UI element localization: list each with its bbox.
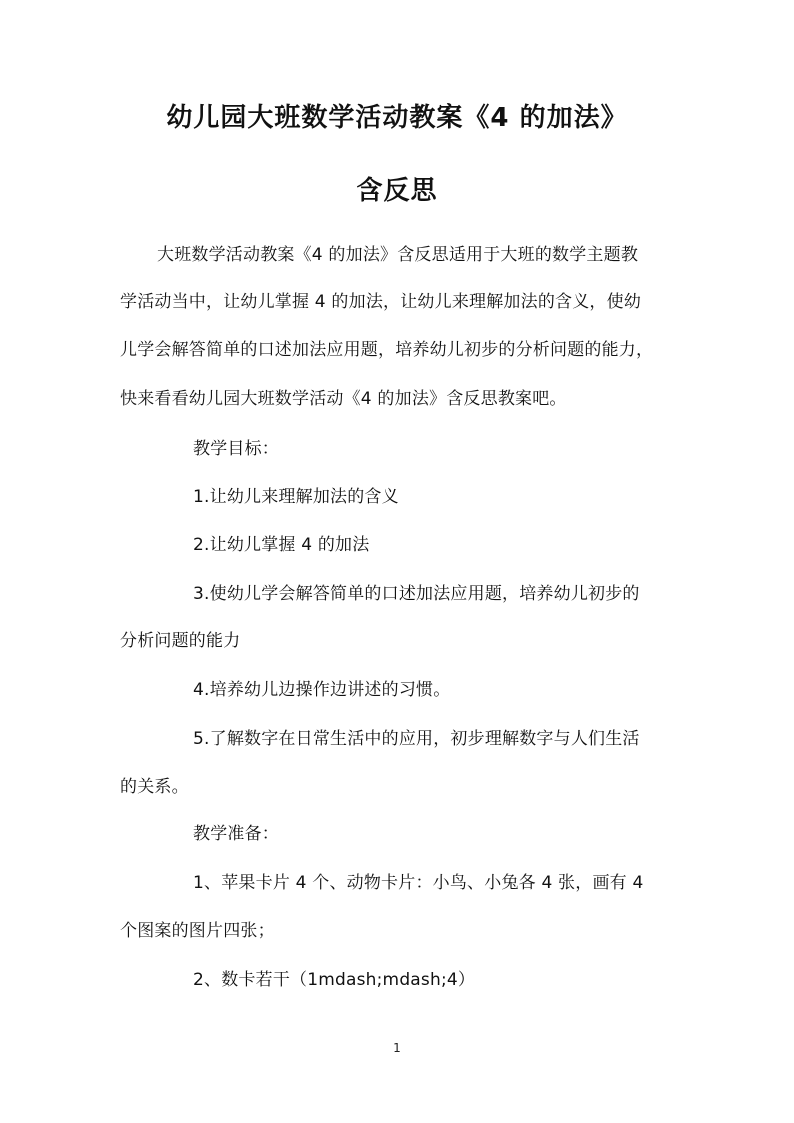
preparation-item-1-line-1: 1、苹果卡片 4 个、动物卡片：小鸟、小兔各 4 张，画有 4 — [193, 873, 644, 893]
goals-heading: 教学目标： — [193, 439, 279, 459]
page-number: 1 — [393, 1041, 401, 1055]
intro-line-1: 大班数学活动教案《4 的加法》含反思适用于大班的数学主题教 — [157, 245, 639, 265]
goal-item-5-line-1: 5.了解数字在日常生活中的应用，初步理解数字与人们生活 — [193, 729, 640, 749]
document-title-line-1: 幼儿园大班数学活动教案《4 的加法》 — [166, 103, 628, 133]
intro-line-2: 学活动当中，让幼儿掌握 4 的加法，让幼儿来理解加法的含义，使幼 — [120, 292, 642, 312]
goal-item-1: 1.让幼儿来理解加法的含义 — [193, 487, 399, 507]
goal-item-3-line-2: 分析问题的能力 — [120, 631, 241, 651]
intro-line-3: 儿学会解答简单的口述加法应用题，培养幼儿初步的分析问题的能力， — [120, 340, 654, 360]
goal-item-4: 4.培养幼儿边操作边讲述的习惯。 — [193, 680, 451, 700]
intro-line-4: 快来看看幼儿园大班数学活动《4 的加法》含反思教案吧。 — [120, 389, 567, 409]
preparation-item-2: 2、数卡若干（1mdash;mdash;4） — [193, 970, 476, 990]
goal-item-3-line-1: 3.使幼儿学会解答简单的口述加法应用题，培养幼儿初步的 — [193, 584, 640, 604]
preparation-heading: 教学准备： — [193, 824, 279, 844]
goal-item-2: 2.让幼儿掌握 4 的加法 — [193, 535, 370, 555]
document-title-line-2: 含反思 — [356, 176, 438, 206]
preparation-item-1-line-2: 个图案的图片四张； — [120, 921, 275, 941]
goal-item-5-line-2: 的关系。 — [120, 777, 189, 797]
